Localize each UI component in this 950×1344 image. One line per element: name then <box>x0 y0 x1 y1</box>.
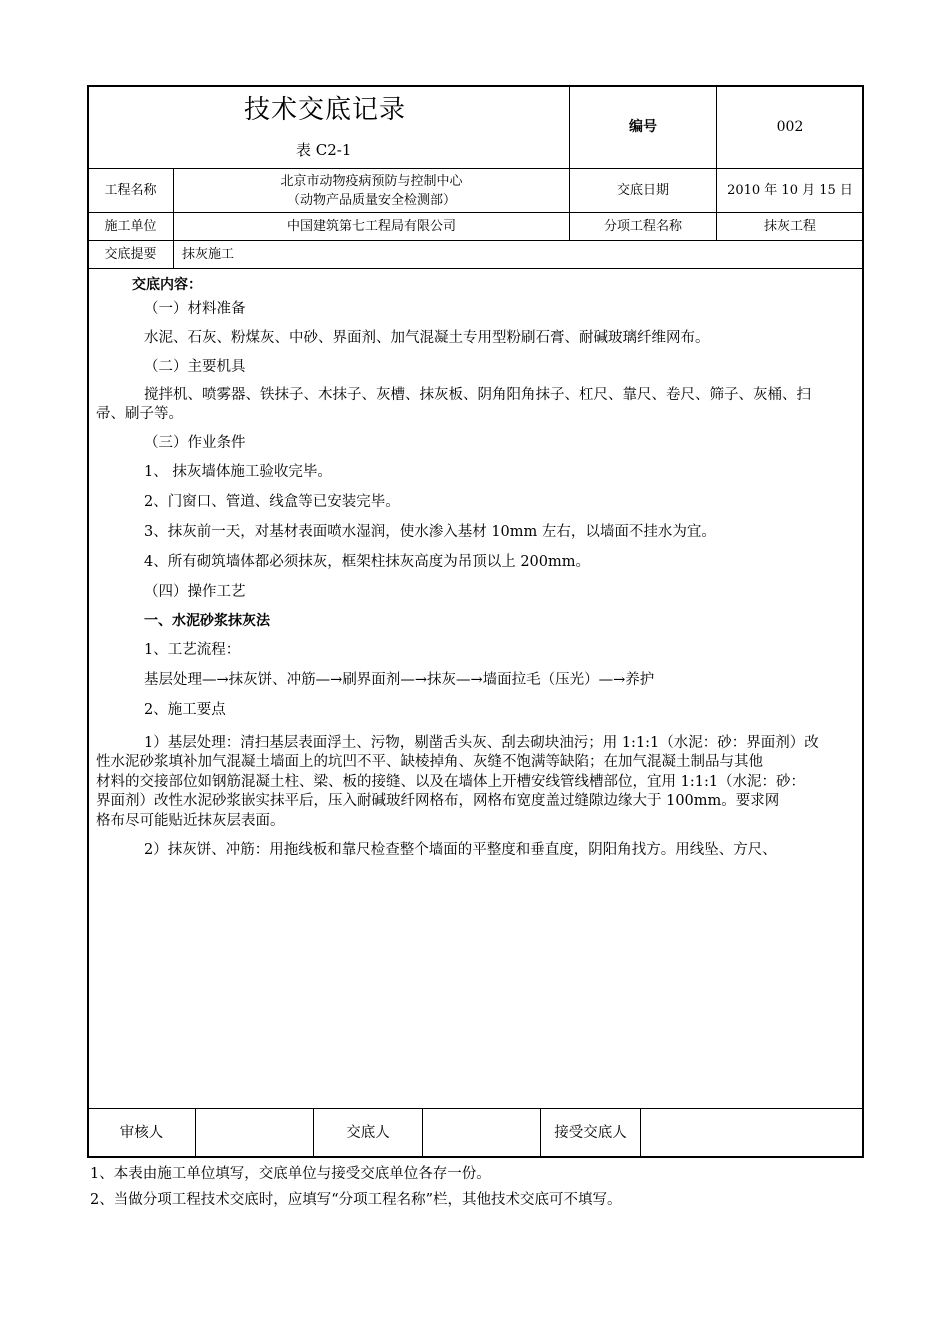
flow-step: 基层处理 <box>144 672 202 688</box>
section-tools-text-2: 帚、刷子等。 <box>96 406 183 422</box>
footnote: 1、本表由施工单位填写，交底单位与接受交底单位各存一份。 <box>90 1166 491 1182</box>
footnote: 2、当做分项工程技术交底时，应填写“分项工程名称”栏，其他技术交底可不填写。 <box>90 1192 622 1208</box>
receiver-signature[interactable] <box>641 1109 863 1157</box>
content-heading: 交底内容： <box>132 277 202 293</box>
number-label: 编号 <box>629 118 657 135</box>
disclosure-content <box>96 276 858 856</box>
discloser-signature[interactable] <box>423 1109 540 1157</box>
point-1-line: 界面剂）改性水泥砂浆嵌实抹平后，压入耐碱玻纤网格布，网格布宽度盖过缝隙边缘大于 100mm。要求网 <box>96 793 780 809</box>
form-number: 表 C2-1 <box>296 141 352 159</box>
condition-item: 2、门窗口、管道、线盒等已安装完毕。 <box>144 494 400 510</box>
subproject-label: 分项工程名称 <box>603 219 682 234</box>
receiver-label: 接受交底人 <box>554 1124 627 1141</box>
section-tools-title: （二）主要机具 <box>144 359 246 375</box>
section-materials-text: 水泥、石灰、粉煤灰、中砂、界面剂、加气混凝土专用型粉刷石膏、耐碱玻璃纤维网布。 <box>144 330 710 346</box>
reviewer-signature[interactable] <box>196 1109 313 1157</box>
flow-step: 抹灰 <box>426 672 456 688</box>
flow-step: 墙面拉毛（压光） <box>482 672 599 688</box>
summary-label: 交底提要 <box>104 247 157 262</box>
arrow-right-icon: —→ <box>202 672 229 688</box>
summary-value: 抹灰施工 <box>182 247 235 262</box>
subproject-value: 抹灰工程 <box>763 219 816 234</box>
section-conditions-title: （三）作业条件 <box>144 435 246 451</box>
arrow-right-icon: —→ <box>315 672 343 688</box>
date-label: 交底日期 <box>616 183 669 198</box>
points-title: 2、施工要点 <box>144 702 226 718</box>
discloser-label: 交底人 <box>346 1124 390 1141</box>
row-divider <box>87 268 864 269</box>
project-name-line2: （动物产品质量安全检测部） <box>286 192 456 208</box>
point-2-line: 2）抹灰饼、冲筋：用拖线板和靠尺检查整个墙面的平整度和垂直度，阴阳角找方。用线坠、方尺、 <box>144 842 777 858</box>
date-value: 2010 年 10 月 15 日 <box>727 183 853 198</box>
flow-step: 抹灰饼、冲筋 <box>228 672 316 688</box>
arrow-right-icon: —→ <box>400 672 427 688</box>
process-flow <box>144 671 906 690</box>
project-label: 工程名称 <box>104 183 157 198</box>
method-title: 一、水泥砂浆抹灰法 <box>144 613 270 629</box>
reviewer-label: 审核人 <box>119 1124 164 1141</box>
point-1-line: 1）基层处理：清扫基层表面浮土、污物，剔凿舌头灰、刮去砌块油污；用 1:1:1（水泥：砂：界面剂）改 <box>144 735 819 751</box>
project-name-line1: 北京市动物疫病预防与控制中心 <box>280 173 463 189</box>
section-process-title: （四）操作工艺 <box>144 584 246 600</box>
point-1-line: 材料的交接部位如钢筋混凝土柱、梁、板的接缝、以及在墙体上开槽安线管线槽部位，宜用 1:1:1（水泥：砂： <box>96 774 806 790</box>
unit-label: 施工单位 <box>104 219 157 234</box>
arrow-right-icon: —→ <box>455 672 483 688</box>
section-tools-text-1: 搅拌机、喷雾器、铁抹子、木抹子、灰槽、抹灰板、阴角阳角抹子、杠尺、靠尺、卷尺、筛子、灰桶、扫 <box>144 387 811 403</box>
condition-item: 3、抹灰前一天，对基材表面喷水湿润，使水渗入基材 10mm 左右，以墙面不挂水为宜。 <box>144 524 716 540</box>
section-materials-title: （一）材料准备 <box>144 301 246 317</box>
page-title: 技术交底记录 <box>244 95 407 125</box>
unit-value: 中国建筑第七工程局有限公司 <box>286 219 456 234</box>
point-1-line: 格布尽可能贴近抹灰层表面。 <box>96 813 285 829</box>
flow-step: 刷界面剂 <box>342 672 401 688</box>
flow-title: 1、工艺流程： <box>144 642 241 658</box>
condition-item: 1、 抹灰墙体施工验收完毕。 <box>144 464 332 480</box>
point-1-line: 性水泥砂浆填补加气混凝土墙面上的坑凹不平、缺棱掉角、灰缝不饱满等缺陷；在加气混凝土制品与其他 <box>96 754 763 770</box>
arrow-right-icon: —→ <box>598 672 626 688</box>
project-name <box>174 169 569 212</box>
condition-item: 4、所有砌筑墙体都必须抹灰，框架柱抹灰高度为吊顶以上 200mm。 <box>144 554 591 570</box>
flow-step: 养护 <box>625 672 655 688</box>
number-value: 002 <box>776 118 804 135</box>
